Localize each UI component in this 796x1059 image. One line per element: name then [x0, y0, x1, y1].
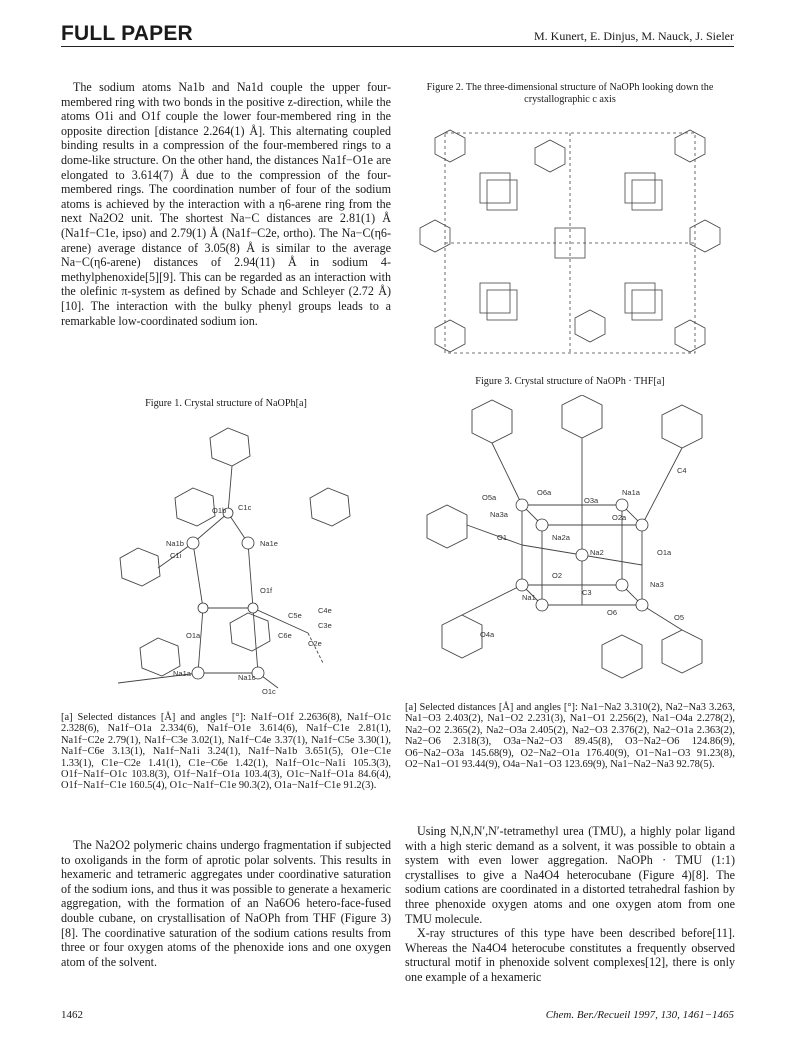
fig3-atom-label: O1: [497, 533, 508, 542]
figure-2-caption: Figure 2. The three-dimensional structure of NaOPh looking down the crystallographic c axis: [426, 82, 714, 105]
fig1-atom-label: O1b: [212, 506, 227, 515]
fig1-atom-label: Na1c: [238, 673, 256, 682]
fig3-atom-label: Na3a: [490, 510, 508, 519]
running-header-title: FULL PAPER: [61, 22, 193, 45]
right-paras: [405, 824, 735, 985]
figure-2-packing-structure: [415, 118, 727, 368]
fig3-atom-label: C4: [677, 466, 687, 475]
fig3-atom-label: C3: [582, 588, 592, 597]
fig3-atom-label: Na2a: [552, 533, 570, 542]
fig1-atom-label: O1c: [262, 687, 276, 696]
fig1-atom-label: Na1a: [173, 669, 191, 678]
fig3-atom-label: Na3: [650, 580, 664, 589]
figure-1-caption: Figure 1. Crystal structure of NaOPh[a]: [145, 398, 307, 409]
header-rule: [61, 46, 734, 47]
figure-1-structure: [78, 418, 378, 700]
figure-3-structure: [412, 395, 730, 695]
fig3-atom-label: O5: [674, 613, 685, 622]
fig1-atom-label: C6e: [278, 631, 292, 640]
paragraph-na-coupling: The sodium atoms Na1b and Na1d couple the upper four-membered ring with two bonds in the positive z-direction, while the atoms O1i and O1f couple the lower four-membered ring in the opposite direction [distance 2.264(1) Å]. This alternating coupled binding results in a compression of the four-membered rings to a dome-like structure. On the other hand, the distances Na1f−O1e are elongated to 3.614(7) Å due to the compression of the four-membered rings. The coordination number of four of the sodium atoms is achieved by the interaction with a η6-arene ring from the next Na2O2 unit. The shortest Na−C distances are 2.81(1) Å (Na1f−C1e, ipso) and 2.79(1) Å (Na1f−C2e, ortho). The Na−C(η6-arene) average distance of 3.05(8) Å is similar to the average Na−C(η6-arene) distances of 2.94(11) Å in sodium 4-methylphenoxide[5][9]. This can be regarded as an interaction with the olefinic π-system as defined by Schade and Schleyer (2.72 Å)[10]. The interaction with the bulky phenyl groups leads to a remarkable low-coordinated sodium ion.: [61, 80, 391, 328]
fig1-atom-label: C4e: [318, 606, 332, 615]
paragraph-xray: X-ray structures of this type have been described before[11]. Whereas the Na4O4 heterocube constitutes a frequently observed structural motif in phenoxide solvent complexes[12], there is only one example of a hexameric: [405, 926, 735, 984]
fig3-atom-label: Na2: [590, 548, 604, 557]
fig3-atom-label: O3a: [584, 496, 599, 505]
fig3-atom-label: O4a: [480, 630, 495, 639]
fig1-atom-label: Na1e: [260, 539, 278, 548]
fig3-atom-label: Na1a: [622, 488, 640, 497]
fig1-atom-label: C3e: [318, 621, 332, 630]
left-para-1: [61, 80, 391, 328]
fig1-atom-label: O1f: [260, 586, 273, 595]
fig1-atom-label: C1i: [170, 551, 182, 560]
fig3-atom-label: Na1: [522, 593, 536, 602]
fig1-atom-label: C2e: [308, 639, 322, 648]
paragraph-tmu: Using N,N,N′,N′-tetramethyl urea (TMU), a highly polar ligand with a high steric demand as a solvent, it was possible to obtain a system with even lower aggregation. NaOPh · TMU (1:1) crystallises to give a Na4O4 heterocubane (Figure 4)[8]. The sodium cations are coordinated in a distorted tetrahedral fashion by three phenoxide oxygen atoms and one oxygen atom from one TMU molecule.: [405, 824, 735, 926]
page-number: 1462: [61, 1009, 83, 1021]
fig3-atom-label: O5a: [482, 493, 497, 502]
fig1-atom-label: C5e: [288, 611, 302, 620]
fig3-atom-label: O6: [607, 608, 618, 617]
left-para-2: [61, 838, 391, 969]
figure-1-note: [a] Selected distances [Å] and angles [°]: Na1f−O1f 2.2636(8), Na1f−O1c 2.328(6), Na1f−O1a 2.334(6), Na1f−O1e 3.614(6), Na1f−C1e 2.81(1), Na1f−C2e 2.79(1), Na1f−C3e 3.02(1), Na1f−C4e 3.37(1), Na1f−C5e 3.30(1), Na1f−C6e 3.13(1), Na1f−Na1i 3.24(1), Na1f−Na1b 3.651(5), O1e−C1e 1.33(1), C1e−C2e 1.41(1), C1e−C6e 1.42(1), Na1f−O1c−Na1i 105.3(3), O1f−Na1f−O1c 103.8(3), O1f−Na1f−O1a 103.4(3), O1c−Na1f−O1a 84.6(4), O1f−Na1f−C1e 160.5(4), O1c−Na1f−C1e 90.3(2), O1a−Na1f−C1e 91.2(3).: [61, 712, 391, 792]
figure-3-note: [a] Selected distances [Å] and angles [°]: Na1−Na2 3.310(2), Na2−Na3 3.263, Na1−O3 2.403(2), Na1−O2 2.231(3), Na1−O1 2.256(2), Na1−O4a 2.278(2), Na2−O2 2.365(2), Na2−O3a 2.405(2), Na2−O3 2.376(2), Na2−O1a 2.363(2), Na2−O6 2.318(3), O3a−Na2−O3 89.45(8), O3−Na2−O6 124.86(9), O6−Na2−O3a 145.68(9), O2−Na2−O1a 176.40(9), O1−Na1−O3 91.23(8), O2−Na1−O1 93.44(9), O4a−Na1−O3 123.69(9), Na1−Na2−Na3 92.78(5).: [405, 702, 735, 771]
figure-3-caption: Figure 3. Crystal structure of NaOPh · THF[a]: [475, 376, 665, 387]
fig1-atom-label: O1a: [186, 631, 201, 640]
running-header-authors: M. Kunert, E. Dinjus, M. Nauck, J. Sieler: [534, 29, 734, 43]
journal-citation: Chem. Ber./Recueil 1997, 130, 1461−1465: [545, 1009, 734, 1021]
fig3-atom-label: O1a: [657, 548, 672, 557]
fig3-atom-label: O2: [552, 571, 563, 580]
fig3-atom-label: O2a: [612, 513, 627, 522]
fig1-atom-label: Na1b: [166, 539, 184, 548]
paragraph-fragmentation: The Na2O2 polymeric chains undergo fragmentation if subjected to oxoligands in the form of aprotic polar solvents. This results in hexameric and tetrameric aggregates under coordinative saturation of the sodium ions, and thus it was possible to generate a hexameric aggregation, with the formation of an Na6O6 hetero-face-fused double cubane, on crystallisation of NaOPh from THF (Figure 3)[8]. The coordinative saturation of the sodium cations results from three or four oxygen atoms of the phenoxide ions and one oxygen atom of the solvent.: [61, 838, 391, 969]
fig3-atom-label: O6a: [537, 488, 552, 497]
fig1-atom-label: C1c: [238, 503, 252, 512]
